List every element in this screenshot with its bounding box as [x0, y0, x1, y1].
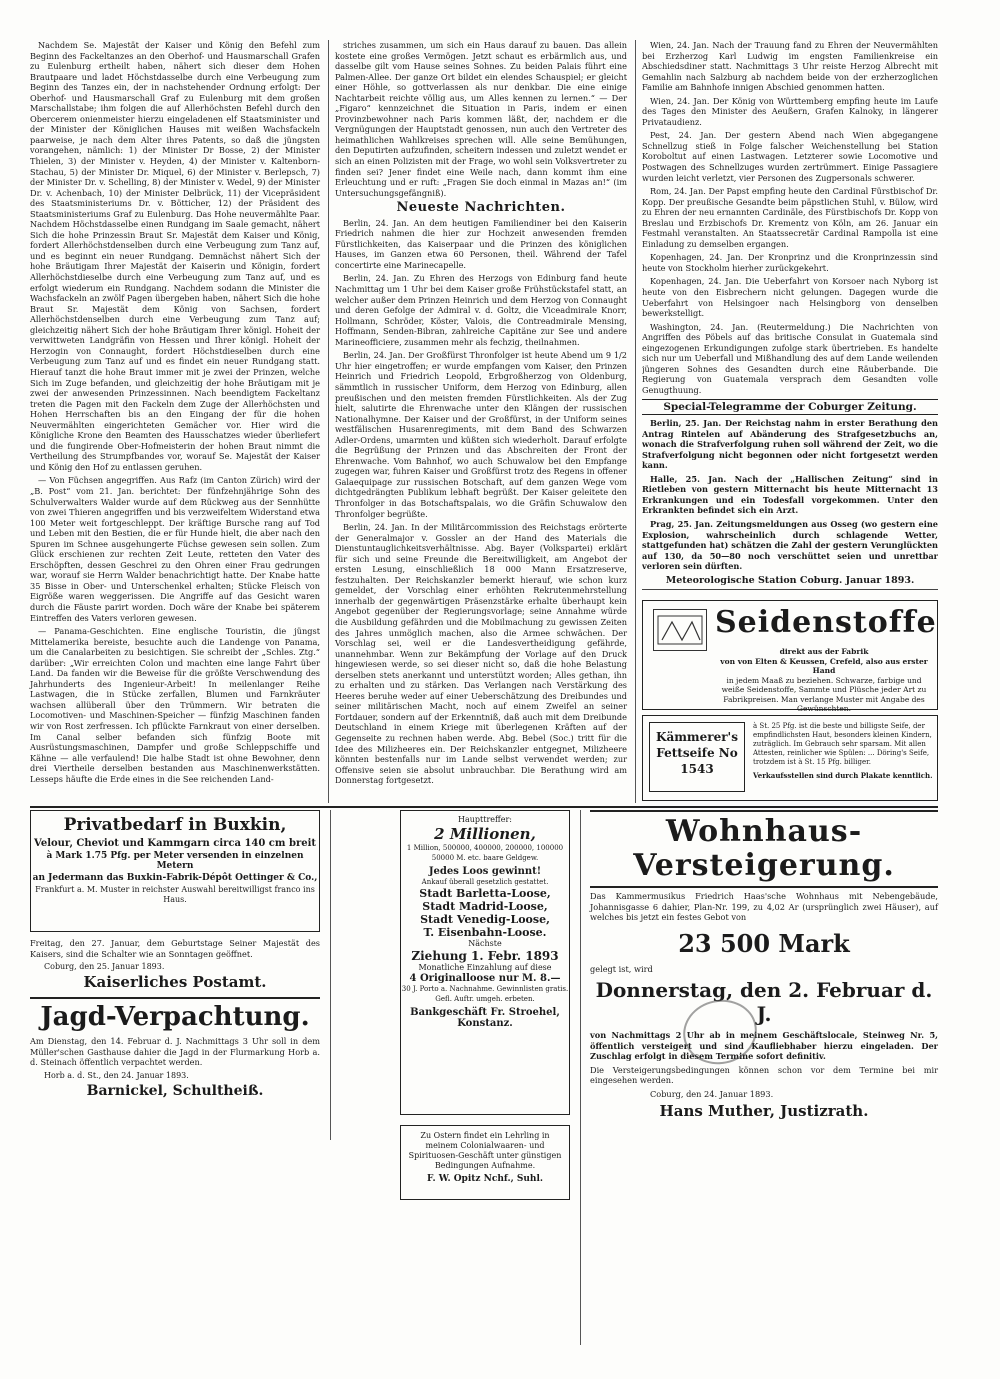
postamt-sign: Kaiserliches Postamt.	[83, 973, 267, 991]
ad-line: Ankauf überall gesetzlich gestattet.	[421, 878, 549, 886]
column-1	[30, 40, 320, 803]
jagd-text: Am Dienstag, den 14. Februar d. J. Nachmittags 3 Uhr soll in dem Müller'schen Gasthause dahier die Jagd in der Flurmarkung Horb a. d. Steinach öffentlich verpachtet werden.	[30, 1036, 320, 1067]
article-fackeltanz: Nachdem Se. Majestät der Kaiser und König den Befehl zum Beginn des Fackeltanzes an den Oberhof- und Hausmarschall Grafen zu Eulenburg ertheilt haben, nähert sich dieser dem Hohen Brautpaare und ladet Höchstdasselbe durch eine Verbeugung zum Beginn des Tanzes ein, der in nachstehender Ordnung erfolgt: Der Oberhof- und Hausmarschall Graf zu Eulenburg mit dem großen Marschallstabe; ihm folgen die auf Allerhöchsten Befehl durch den Obercerem onienmeister hierzu eingeladenen elf Staatsminister und der Minister der Königlichen Hauses mit weißen Wachsfackeln paarweise, je nach dem Alter ihres Patents, so daß die jüngsten vorangehen, nämlich: 1) der Minister Dr Bosse, 2) der Minister Thielen, 3) der Minister v. Heyden, 4) der Minister v. Kaltenborn-Stachau, 5) der Minister Dr. Miquel, 6) der Minister v. Berlepsch, 7) der Minister Dr. v. Schelling, 8) der Minister v. Wedel, 9) der Minister Dr. v. Achenbach, 10) der Minister Delbrück, 11) der Vicepräsident des Staatsministeriums Dr. v. Bötticher, 12) der Präsident des Staatsministeriums Graf zu Eulenburg. Das Hohe neuvermählte Paar. Nachdem Höchstdasselbe einen Rundgang im Saale gemacht, nähert Sich die hohe Prinzessin Braut Sr. Majestät dem Kaiser und König, fordert Allerhöchstdenselben durch eine Verbeugung zum Tanz auf, und es beginnt ein neuer Rundgang. Demnächst nähert Sich der hohe Bräutigam Ihrer Majestät der Kaiserin und Königin, fordert Allerhöchstdieselbe durch eine Verbeugung zum Tanz auf, und es erfolgt wiederum ein Rundgang. Nachdem sodann die Minister die Wachsfackeln an zwölf Pagen übergeben haben, nähert Sich die hohe Braut Sr. Majestät dem König von Sachsen, fordert Allerhöchstdenselben durch eine Verbeugung zum Tanz auf; gleichzeitig nähert Sich der hohe Bräutigam Ihrer königl. Hoheit der verwittweten Landgräfin von Hessen und Ihrer königl. Hoheit der Herzogin von Connaught, fordert Höchstdieselben durch eine Verbeugung zum Tanz auf und es findet ein neuer Rundgang statt. Hierauf tanzt die hohe Braut immer mit je zwei der Prinzen, welche Sich im Zuge befanden, und gleichzeitig der hohe Bräutigam mit je zwei der anwesenden Prinzessinnen. Nach beendigtem Fackeltanz treten die Pagen mit den Fackeln dem Zuge der Allerhöchsten und Hohen Herrschaften bis an den Eingang der für die hohen Neuvermählten eingerichteten Gemächer vor. Hier wird die Königliche Krone den Beamten des Hausschatzes wieder überliefert und die fungirende Ober-Hofmeisterin der hohen Braut nimmt die Vertheilung des Strumpfbandes vor, worauf Se. Majestät der Kaiser und König den Hof zu entlassen geruhen.	[30, 40, 320, 472]
article-fuechse: — Von Füchsen angegriffen. Aus Rafz (im Canton Zürich) wird der „B. Post“ vom 21. Jan. berichtet: Der fünfzehnjährige Sohn des Schulverwalters Walder wurde auf dem Rückweg aus der Sennhütte von zwei Thieren angegriffen und bis verzweifeltem Widerstand etwa 100 Meter weit fortgeschleppt. Der kräftige Bursche rang auf Tod und Leben mit den Bestien, die er für Hunde hielt, die aber nach den Spuren im Schnee ausgehungerte Füchse gewesen sein sollen. Zum Glück erschienen zur rechten Zeit Leute, retteten den Vater des Erschöpften, dessen Geschrei zu den Ohren einer Frau gedrungen war, worauf sie Herrn Walder benachrichtigt hatte. Der Knabe hatte 35 Bisse in Ober- und Unterschenkel erhalten; Stücke Fleisch von Eigröße waren weggerissen. Die Angriffe auf das Gesicht waren durch die Fäuste parirt worden. Doch wäre der Knabe bei späterem Eintreffen des Vaters verloren gewesen.	[30, 475, 320, 623]
wohnhaus-text: von Nachmittags 2 Uhr ab in meinem Geschäftslocale, Steinweg Nr. 5, öffentlich versteigert und sind Kaufliebhaber hierzu eingeladen. Der Zuschlag erfolgt in diesem Termine sofort definitiv.	[590, 1030, 938, 1061]
ad-privatbedarf-title: Privatbedarf in Buxkin,	[63, 815, 287, 835]
weather-table	[642, 589, 938, 590]
kaemmerer-text	[753, 722, 933, 780]
ad-line: Nächste	[468, 939, 502, 948]
wohnhaus-text: Die Versteigerungsbedingungen können schon vor dem Termine bei mir eingesehen werden.	[590, 1064, 938, 1085]
news-item: Berlin, 24. Jan. Der Großfürst Thronfolger ist heute Abend um 9 1/2 Uhr hier eingetroffen; er wurde empfangen vom Kaiser, den Prinzen Heinrich und Friedrich Leopold, Erbgroßherzog von Oldenburg, sämmtlich in russischer Uniform, dem Herzog von Edinburg, allen preußischen und den meisten fremden Fürstlichkeiten. Als der Zug hielt, salutirte die Ehrenwache unter den Klängen der russischen Nationalhymne. Der Kaiser und der Großfürst, in der Uniform seines westfälischen Husarenregiments, mit dem Band des Schwarzen Adler-Ordens, umarmten und küßten sich wiederholt. Darauf erfolgte die Begrüßung der Prinzen und das Abschreiten der Front der Ehrenwache. Vom Bahnhof, wo auch Schuwalow bei den Empfange zugegen war, fuhren Kaiser und Großfürst trotz des Regens in offener Galaequipage zur russischen Botschaft, auf dem ganzen Wege vom dichtgedrängten Publikum lebhaft begrüßt. Der Kaiser geleitete den Thronfolger in das Botschaftspalais, wo die Gräfin Schuwalow den Thronfolger begrüßte.	[335, 350, 627, 519]
jagd-sign: Barnickel, Schultheiß.	[86, 1082, 264, 1099]
news-item: Berlin, 24. Jan. An dem heutigen Familiendiner bei den Kaiserin Friedrich nahmen die hier zur Hochzeit anwesenden fremden Fürstlichkeiten, das Kaiserpaar und die Prinzen des königlichen Hauses, im Ganzen etwa 60 Personen, theil. Während der Tafel concertirte eine Marinecapelle.	[335, 217, 627, 270]
article-panama: — Panama-Geschichten. Eine englische Touristin, die jüngst Mittelamerika bereiste, besuchte auch die Landenge von Panama, um die Canalarbeiten zu besichtigen. Sie schreibt der „Schles. Ztg.“ darüber: „Wir erreichten Colon und machten eine lange Fahrt über Land. Da fanden wir die Beweise für die größte Verschwendung des Jahrhunderts des Ingenieur-Arbeit! In meilenlanger Reihe Lastwagen, die in Stücke zerfallen, Blumen und Farnkräuter wachsen allüberall über den Trümmern. Wir betraten die Locomotiven- und Maschinen-Speicher — fünfzig Maschinen fanden wir von Rost zerfressen. Ich pflückte Farnkraut von einer derselben. Im Canal selber befanden sich fünfzig Boote mit Ausrüstungsmaschinen, Dampfer und große Schleppschiffe und Kähne — alle verfaulend! Die halbe Stadt ist ohne Bewohner, denn drei Viertheile derselben bestanden aus Maschinenwerkstätten. Lesseps häufte die Erde eines in die See reichenden Land-	[30, 626, 320, 784]
kaemmerer-brand: Kämmerer's Fettseife No 1543	[649, 722, 745, 792]
ad-line: Velour, Cheviot und Kammgarn circa 140 cm breit	[33, 838, 316, 849]
wohnhaus-sign: Hans Muther, Justizrath.	[659, 1102, 869, 1120]
ad-kaemmerer-fettseife	[642, 715, 938, 801]
ad-line: von von Elten & Keussen, Crefeld, also aus erster Hand	[720, 656, 928, 675]
telegram-item: Berlin, 25. Jan. Der Reichstag nahm in erster Berathung den Antrag Rintelen auf Abänderung des Strafgesetzbuchs an, wonach die Strafverfolgung ruhen soll während der Zeit, wo die Strafverfolgung nicht begonnen oder nicht fortgesetzt werden kann.	[642, 418, 938, 471]
news-item: Kopenhagen, 24. Jan. Der Kronprinz und die Kronprinzessin sind heute von Stockholm hierher zurückgekehrt.	[642, 252, 938, 273]
section-heading-telegrams: Special-Telegramme der Coburger Zeitung.	[642, 399, 938, 416]
article-panama-continued: striches zusammen, um sich ein Haus darauf zu bauen. Das allein kostete eine großes Vermögen. Jetzt schaut es erbärmlich aus, und dasselbe gilt vom Hause seines Sohnes. Zu beiden Palais führt eine Palmen-Allee. Der ganze Ort bildet ein elendes Schauspiel; er gleicht einer Höhle, so gottverlassen als nur denkbar. Die eine einige Nachtarbeit reichte völlig aus, um Alles kennen zu lernen.“ — Der „Figaro“ kennzeichnet die Situation in Paris, indem er einen Provinzbewohner nach Paris kommen läßt, der, nachdem er die Vergnügungen der Hauptstadt genossen, nun auch den Vertreter des heimathlichen Wahlkreises sprechen will. Alle seine Bemühungen, den Deputirten aufzufinden, scheitern indessen und zuletzt wendet er sich an einen Polizisten mit der Frage, wo wohl sein Volksvertreter zu finden sei? Jener findet eine Weile nach, dann kommt ihm eine Erleuchtung und er ruft: „Fragen Sie doch einmal in Mazas an!“ (im Untersuchungsgefängniß).	[335, 40, 627, 198]
ad-line: T. Eisenbahn-Loose.	[423, 926, 547, 939]
ad-line: 2 Millionen,	[434, 825, 536, 843]
ad-line: Ziehung 1. Febr. 1893	[411, 949, 559, 963]
jagd-date: Horb a. d. St., den 24. Januar 1893.	[44, 1070, 189, 1080]
wohnhaus-text: Das Kammermusikus Friedrich Haas'sche Wohnhaus mit Nebengebäude, Johannisgasse 6 dahier, Plan-Nr. 199, zu 4,02 Ar (ursprünglich zwei Häuser), auf welches bis jetzt ein festes Gebot von	[590, 891, 938, 922]
section-rule	[30, 997, 320, 999]
ad-seidenstoffe-text	[715, 647, 933, 714]
column-divider	[580, 810, 581, 1345]
wohnhaus-date-big: Donnerstag, den 2. Februar d. J.	[595, 978, 933, 1026]
column-divider	[328, 40, 329, 803]
ad-line: 30 J. Porto a. Nachnahme. Gewinnlisten gratis. Gefl. Auftr. umgeh. erbeten.	[401, 985, 569, 1003]
jagd-title: Jagd-Verpachtung.	[40, 1002, 310, 1032]
ad-seidenstoffe-title: Seidenstoffe	[715, 605, 937, 640]
news-item: Wien, 24. Jan. Nach der Trauung fand zu Ehren der Neuvermählten bei Erzherzog Karl Ludwig im engsten Familienkreise ein Abschiedsdiner statt. Nachmittags 3 Uhr reiste Herzog Albrecht mit Gemahlin nach Salzburg ab nachdem beide von der erzherzoglichen Familie am Bahnhofe innigen Abschied genommen hatten.	[642, 40, 938, 93]
column-2	[335, 40, 627, 803]
telegram-item: Halle, 25. Jan. Nach der „Hallischen Zeitung“ sind in Rietleben von gestern Mitternacht bis heute Mitternacht 13 Erkrankungen und ein Todesfall vorgekommen. Unter den Erkrankten befindet sich ein Arzt.	[642, 473, 938, 516]
news-item: Wien, 24. Jan. Der König von Württemberg empfing heute im Laufe des Tages den Minister des Aeußern, Grafen Kalnoky, in längerer Privataudienz.	[642, 95, 938, 127]
kaemmerer-price: à St. 25 Pfg. ist die beste und billigste Seife, der empfindlichsten Haut, besonders kleinen Kindern, zuträglich. Im Gebrauch sehr sparsam. Mit allen Attesten, reinlicher wie Spülen: ... Döring's Seife, trotzdem ist à St. 15 Pfg. billiger.	[753, 722, 932, 766]
ad-seidenstoffe	[642, 600, 938, 713]
ad-line: 1 Million, 500000, 400000, 200000, 100000 50000 M. etc. baare Geldgew.	[406, 844, 564, 862]
ad-line: Jedes Loos gewinnt!	[428, 866, 542, 877]
lehrling-text: Zu Ostern findet ein Lehrling in meinem Colonialwaaren- und Spirituosen-Geschäft unter günstigen Bedingungen Aufnahme.	[408, 1131, 562, 1170]
ad-line: Monatliche Einzahlung auf diese	[418, 963, 552, 972]
lehrling-sign: F. W. Opitz Nchf., Suhl.	[426, 1174, 543, 1184]
fabric-logo	[653, 609, 707, 651]
ad-privatbedarf	[30, 810, 320, 932]
ad-line: Frankfurt a. M. Muster in reichster Auswahl bereitwilligst franco ins Haus.	[35, 885, 315, 904]
ad-line: in jedem Maaß zu beziehen. Schwarze, farbige und weiße Seidenstoffe, Sammte und Plüsche jeder Art zu Fabrikpreisen. Man verlange Muster mit Angabe des Gewünschten.	[721, 675, 927, 713]
news-item: Washington, 24. Jan. (Reutermeldung.) Die Nachrichten von Angriffen des Pöbels auf das britische Consulat in Guatemala sind eingezogenen Erkundigungen zufolge stark übertrieben. Es handelte sich nur um Ueberfall und Mißhandlung des auf dem Lande weilenden jüngeren Sohnes des Gesandten durch eine Räuberbande. Die Regierung von Guatemala versprach dem Gesandten volle Genugthuung.	[642, 321, 938, 395]
ad-line: direkt aus der Fabrik	[779, 647, 869, 656]
telegram-item: Prag, 25. Jan. Zeitungsmeldungen aus Osseg (wo gestern eine Explosion, wahrscheinlich durch schlagende Wetter, stattgefunden hat) schätzen die Zahl der gestern Verunglückten auf 130, da 50—80 noch verschüttet seien und unrettbar verloren sein dürften.	[642, 518, 938, 572]
ad-line: à Mark 1.75 Pfg. per Meter versenden in einzelnen Metern	[46, 851, 304, 871]
ad-line: Konstanz.	[457, 1018, 513, 1029]
weather-heading: Meteorologische Station Coburg. Januar 1893.	[665, 574, 915, 586]
newspaper-page	[30, 40, 938, 1345]
section-rule	[30, 806, 938, 808]
postamt-text: Freitag, den 27. Januar, dem Geburtstage Seiner Majestät des Kaisers, sind die Schalter wie an Sonntagen geöffnet.	[30, 938, 320, 959]
ad-line: Bankgeschäft Fr. Stroehel,	[410, 1007, 560, 1018]
wohnhaus-date: Coburg, den 24. Januar 1893.	[650, 1088, 774, 1099]
section-heading-news: Neueste Nachrichten.	[396, 200, 566, 216]
news-item: Berlin, 24. Jan. In der Militärcommission des Reichstags erörterte der Generalmajor v. Gossler an der Hand des Materials die Dienstuntauglichkeitsverhältnisse. Abg. Bayer (Volkspartei) erklärt für sich und seine Freunde die Bereitwilligkeit, am Angebot der ersten Lesung, einschließlich 18 000 Mann Ersatzreserve, festzuhalten. Der Reichskanzler bemerkt hierauf, wie schon kurz gemeldet, der Vorschlag einer erhöhten Rekrutenmehrstellung innerhalb der gegenwärtigen Präsenzstärke erhalte überhaupt kein Angebot gegenüber der Regierungsvorlage; seine Annahme würde die Ausbildung gefährden und die Mobilmachung zu gewissen Zeiten des Jahres unmöglich machen, also die Armee schwächen. Der Vorschlag sei, weil er die Landesvertheidigung gefährde, unannehmbar. Wenn zur Bekämpfung der Vorlage auf den Druck hingewiesen werde, so sei dieser nicht so, daß die hohe Belastung derselben stets anerkannt und unterstützt worden; Alles gethan, ihn zu erhalten und zu stärken. Das Verlangen nach Verstärkung des Heeres beruhe weder auf einer Ueberschätzung des Dreibundes und seiner militärischen Macht, noch auf einem Zweifel an seiner Fortdauer, sondern auf der Erkenntniß, daß auch mit dem Dreibunde Deutschland in einem Kriege mit überlegenen Kräften auf der Gegenseite zu rechnen haben werde. Abg. Bebel (Soc.) tritt für die Idee des Milizheeres ein. Der Reichskanzler entgegnet, Milizheere könnten bestenfalls nur im Lande selbst verwendet werden; zur Offensive seien sie absolut unbrauchbar. Die Berathung wird am Donnerstag fortgesetzt.	[335, 522, 627, 786]
news-item: Rom, 24. Jan. Der Papst empfing heute den Cardinal Fürstbischof Dr. Kopp. Der preußische Gesandte beim päpstlichen Stuhl, v. Bülow, wird zu Ehren der neu ernannten Cardinäle, des Fürstbischofs Dr. Kopp von Breslau und Erzbischofs Dr. Krementz von Köln, am 26. Januar ein Festmahl veranstalten. An Staatssecretär Cardinal Rampolla ist eine Einladung zu demselben ergangen.	[642, 186, 938, 249]
column-divider	[635, 40, 636, 803]
ad-lehrling	[400, 1125, 570, 1200]
news-item: Kopenhagen, 24. Jan. Die Ueberfahrt von Korsoer nach Nyborg ist heute von den Eisbrechern nicht gelungen. Dagegen wurde die Ueberfahrt von Helsingoer nach Helsingborg von denselben bewerkstelligt.	[642, 276, 938, 319]
column-divider	[330, 810, 331, 1140]
news-item: Pest, 24. Jan. Der gestern Abend nach Wien abgegangene Schnellzug stieß in Folge falscher Weichenstellung bei Station Koroboltut auf einen Lastwagen. Letzterer sowie Locomotive und Postwagen des Schnellzuges wurden zertrümmert. Einige Passagiere wurden leicht verletzt, vier Personen des Zugpersonals schwerer.	[642, 130, 938, 183]
ad-line: Haupttreffer:	[458, 815, 512, 824]
postamt-date: Coburg, den 25. Januar 1893.	[44, 962, 165, 971]
ad-line: 4 Originalloose nur M. 8.—	[409, 973, 561, 984]
ad-line: Stadt Barletta-Loose,	[419, 887, 551, 900]
wohnhaus-title: Wohnhaus-Versteigerung.	[590, 810, 938, 888]
news-item: Berlin, 24. Jan. Zu Ehren des Herzogs von Edinburg fand heute Nachmittag um 1 Uhr bei dem Kaiser große Frühstückstafel statt, an welcher außer dem Prinzen Heinrich und dem Herzog von Connaught und deren Gefolge der Admiral v. d. Goltz, die Viceadmirale Knorr, Hollmann, Schröder, Köster, Valois, die Contreadmirale Mensing, Hoffmann, Senden-Bibran, zahlreiche Capitäne zur See und andere Marineofficiere, zusammen mehr als fechzig, theilnahmen.	[335, 273, 627, 347]
ad-wohnhaus-versteigerung	[590, 810, 938, 1345]
ad-line: an Jedermann das Buxkin-Fabrik-Dépôt Oettinger & Co.,	[32, 873, 318, 883]
notice-jagd	[30, 1002, 320, 1099]
kaemmerer-footer: Verkaufsstellen sind durch Plakate kenntlich.	[753, 771, 933, 780]
wohnhaus-amount: 23 500 Mark	[678, 928, 850, 958]
notice-postamt	[30, 938, 320, 991]
wohnhaus-text: gelegt ist, wird	[590, 963, 653, 974]
ad-line: Stadt Madrid-Loose,	[422, 900, 548, 913]
ad-line: Stadt Venedig-Loose,	[420, 913, 550, 926]
column-3	[642, 40, 938, 590]
ad-lottery	[400, 810, 570, 1115]
